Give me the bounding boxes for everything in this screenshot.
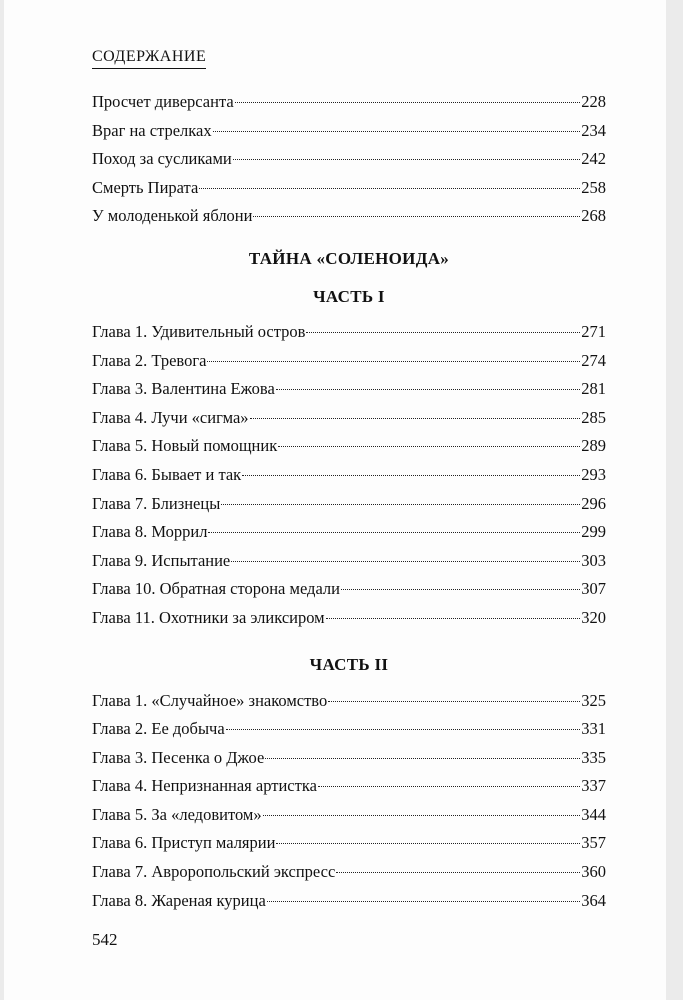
toc-entry — [92, 432, 606, 461]
dot-leader — [226, 729, 581, 730]
toc-entry-title: Глава 4. Непризнанная артистка — [92, 776, 317, 796]
toc-list-top — [92, 88, 606, 231]
toc-entry-page: 242 — [581, 149, 606, 169]
dot-leader — [242, 475, 580, 476]
toc-entry-page: 364 — [581, 890, 606, 910]
toc-entry — [92, 404, 606, 433]
dot-leader — [267, 901, 580, 902]
toc-entry-title: Глава 6. Бывает и так — [92, 464, 242, 484]
toc-entry — [92, 858, 606, 887]
toc-entry-title: Глава 9. Испытание — [92, 550, 231, 570]
toc-entry-page: 228 — [581, 92, 606, 111]
toc-entry-title: Глава 5. За «ледовитом» — [92, 804, 262, 824]
toc-entry — [92, 575, 606, 604]
toc-entry-title: Глава 3. Песенка о Джое — [92, 747, 265, 767]
toc-entry — [92, 117, 606, 146]
dot-leader — [341, 589, 580, 590]
toc-entry-page: 299 — [581, 522, 606, 542]
dot-leader — [253, 216, 580, 217]
toc-entry — [92, 687, 606, 716]
toc-entry-title: Глава 6. Приступ малярии — [92, 833, 276, 853]
dot-leader — [231, 561, 580, 562]
toc-entry — [92, 318, 606, 347]
toc-entry-page: 360 — [581, 862, 606, 882]
toc-entry — [92, 604, 606, 633]
toc-entry-title: Глава 1. «Случайное» знакомство — [92, 690, 328, 710]
toc-entry-title: Глава 2. Тревога — [92, 350, 207, 370]
toc-entry-page: 271 — [581, 321, 606, 341]
dot-leader — [326, 618, 581, 619]
toc-entry-title: Глава 11. Охотники за эликсиром — [92, 607, 325, 627]
dot-leader — [263, 815, 581, 816]
toc-entry — [92, 715, 606, 744]
toc-entry-title: Глава 7. Близнецы — [92, 493, 221, 513]
toc-entry-page: 337 — [581, 776, 606, 796]
toc-entry-title: Глава 10. Обратная сторона медали — [92, 579, 340, 599]
toc-entry-title: Поход за сусликами — [92, 149, 232, 169]
part-2-title: ЧАСТЬ II — [309, 654, 389, 674]
dot-leader — [265, 758, 580, 759]
table-of-contents — [92, 88, 606, 915]
toc-entry — [92, 547, 606, 576]
toc-entry-title: У молоденькой яблони — [92, 206, 253, 226]
dot-leader — [278, 446, 580, 447]
toc-entry-page: 325 — [581, 690, 606, 710]
toc-entry — [92, 88, 606, 117]
toc-entry-title: Глава 7. Авроропольский экспресс — [92, 862, 336, 882]
toc-entry-page: 357 — [581, 833, 606, 853]
toc-entry-page: 296 — [581, 493, 606, 513]
toc-entry-page: 289 — [581, 436, 606, 456]
toc-entry — [92, 518, 606, 547]
toc-entry — [92, 829, 606, 858]
toc-entry-title: Просчет диверсанта — [92, 92, 234, 111]
toc-entry — [92, 887, 606, 916]
toc-entry — [92, 801, 606, 830]
toc-entry-page: 258 — [581, 177, 606, 197]
dot-leader — [276, 389, 580, 390]
part-1-title: ЧАСТЬ I — [313, 286, 385, 306]
toc-entry-page: 281 — [581, 379, 606, 399]
toc-entry-page: 268 — [581, 206, 606, 226]
toc-entry-title: Смерть Пирата — [92, 177, 199, 197]
toc-entry — [92, 744, 606, 773]
toc-entry-title: Враг на стрелках — [92, 120, 212, 140]
toc-entry — [92, 461, 606, 490]
toc-entry-page: 293 — [581, 464, 606, 484]
toc-entry-page: 307 — [581, 579, 606, 599]
toc-entry-title: Глава 5. Новый помощник — [92, 436, 278, 456]
book-page — [4, 0, 666, 1000]
dot-leader — [250, 418, 581, 419]
toc-entry-page: 320 — [581, 607, 606, 627]
toc-entry-title: Глава 3. Валентина Ежова — [92, 379, 275, 399]
toc-list-part-2 — [92, 687, 606, 916]
section-title: ТАЙНА «СОЛЕНОИДА» — [248, 248, 450, 268]
toc-entry-page: 285 — [581, 407, 606, 427]
dot-leader — [235, 102, 581, 103]
running-head: СОДЕРЖАНИЕ — [92, 48, 206, 69]
dot-leader — [221, 504, 580, 505]
page-number: 542 — [92, 930, 118, 949]
dot-leader — [276, 843, 580, 844]
toc-list-part-1 — [92, 318, 606, 633]
toc-entry-page: 274 — [581, 350, 606, 370]
toc-entry-title: Глава 8. Моррил — [92, 522, 208, 542]
dot-leader — [336, 872, 580, 873]
dot-leader — [207, 361, 580, 362]
toc-entry — [92, 347, 606, 376]
toc-entry-page: 335 — [581, 747, 606, 767]
dot-leader — [213, 131, 581, 132]
toc-entry-title: Глава 8. Жареная курица — [92, 890, 266, 910]
toc-entry-page: 303 — [581, 550, 606, 570]
dot-leader — [199, 188, 580, 189]
dot-leader — [318, 786, 580, 787]
toc-entry — [92, 202, 606, 231]
toc-entry-title: Глава 2. Ее добыча — [92, 719, 225, 739]
toc-entry — [92, 174, 606, 203]
toc-entry — [92, 490, 606, 519]
toc-entry-page: 344 — [581, 804, 606, 824]
toc-entry-page: 331 — [581, 719, 606, 739]
toc-entry — [92, 375, 606, 404]
dot-leader — [233, 159, 581, 160]
dot-leader — [306, 332, 580, 333]
toc-entry-title: Глава 1. Удивительный остров — [92, 321, 306, 341]
dot-leader — [208, 532, 580, 533]
dot-leader — [328, 701, 580, 702]
toc-entry-title: Глава 4. Лучи «сигма» — [92, 407, 249, 427]
toc-entry-page: 234 — [581, 120, 606, 140]
toc-entry — [92, 145, 606, 174]
toc-entry — [92, 772, 606, 801]
